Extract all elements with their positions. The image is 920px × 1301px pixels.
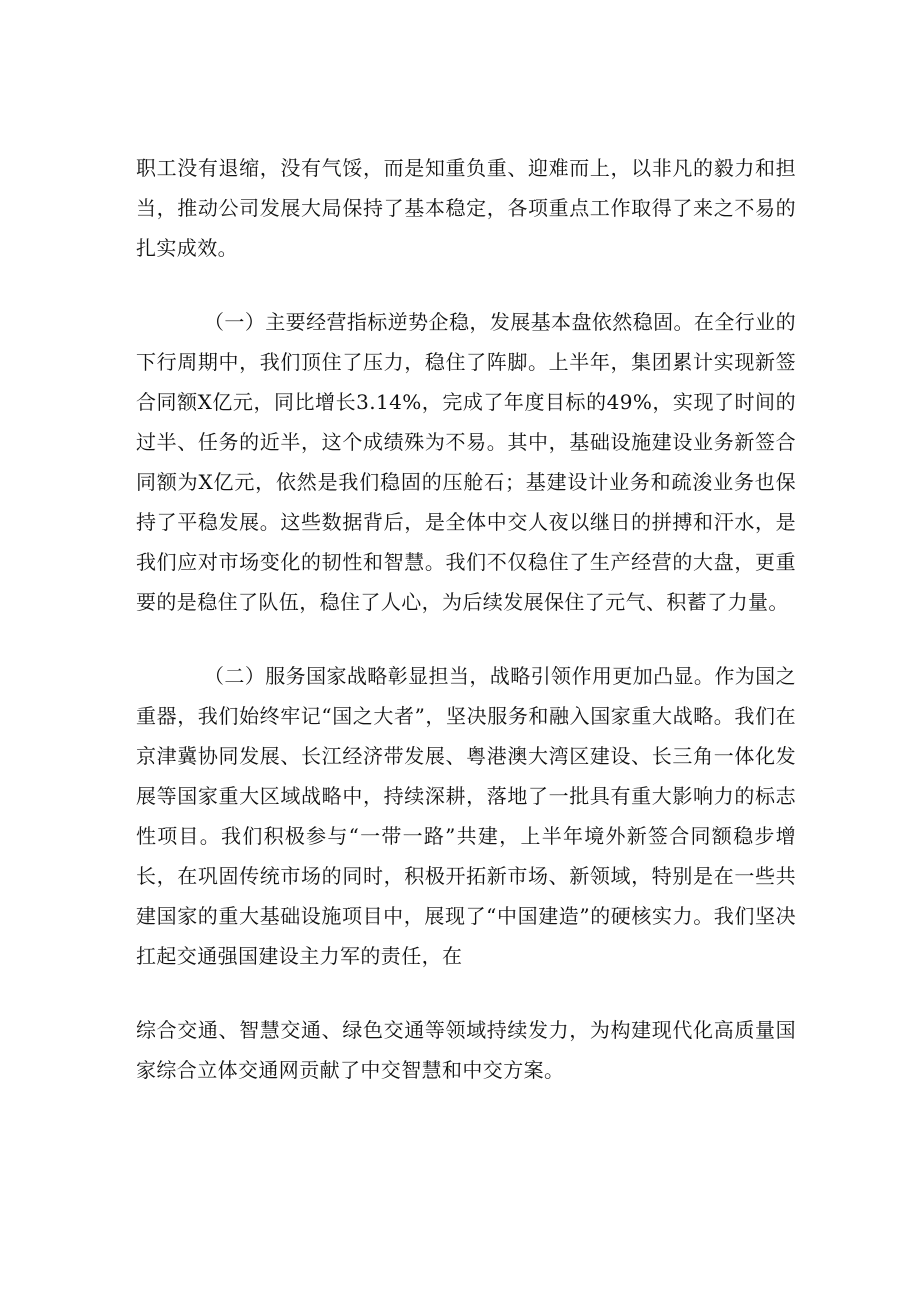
paragraph-section-two-continuation: 综合交通、智慧交通、绿色交通等领域持续发力，为构建现代化高质量国家综合立体交通网贡献了中交智慧和中交方案。 [136,1018,796,1082]
paragraph-section-two: （二）服务国家战略彰显担当，战略引领作用更加凸显。作为国之重器，我们始终牢记“国之大者”，坚决服务和融入国家重大战略。我们在京津冀协同发展、长江经济带发展、粤港澳大湾区建设、长三角一体化发展等国家重大区域战略中，持续深耕，落地了一批具有重大影响力的标志性项目。我们积极参与“一带一路”共建，上半年境外新签合同额稳步增长，在巩固传统市场的同时，积极开拓新市场、新领域，特别是在一些共建国家的重大基础设施项目中，展现了“中国建造”的硬核实力。我们坚决扛起交通强国建设主力军的责任，在 [136,664,796,968]
paragraph-continuation: 职工没有退缩，没有气馁，而是知重负重、迎难而上，以非凡的毅力和担当，推动公司发展大局保持了基本稳定，各项重点工作取得了来之不易的扎实成效。 [136,156,796,260]
paragraph-section-one: （一）主要经营指标逆势企稳，发展基本盘依然稳固。在全行业的下行周期中，我们顶住了压力，稳住了阵脚。上半年，集团累计实现新签合同额X亿元，同比增长3.14%，完成了年度目标的49%，实现了时间的过半、任务的近半，这个成绩殊为不易。其中，基础设施建设业务新签合同额为X亿元，依然是我们稳固的压舱石；基建设计业务和疏浚业务也保持了平稳发展。这些数据背后，是全体中交人夜以继日的拼搏和汗水，是我们应对市场变化的韧性和智慧。我们不仅稳住了生产经营的大盘，更重要的是稳住了队伍，稳住了人心，为后续发展保住了元气、积蓄了力量。 [136,310,796,614]
